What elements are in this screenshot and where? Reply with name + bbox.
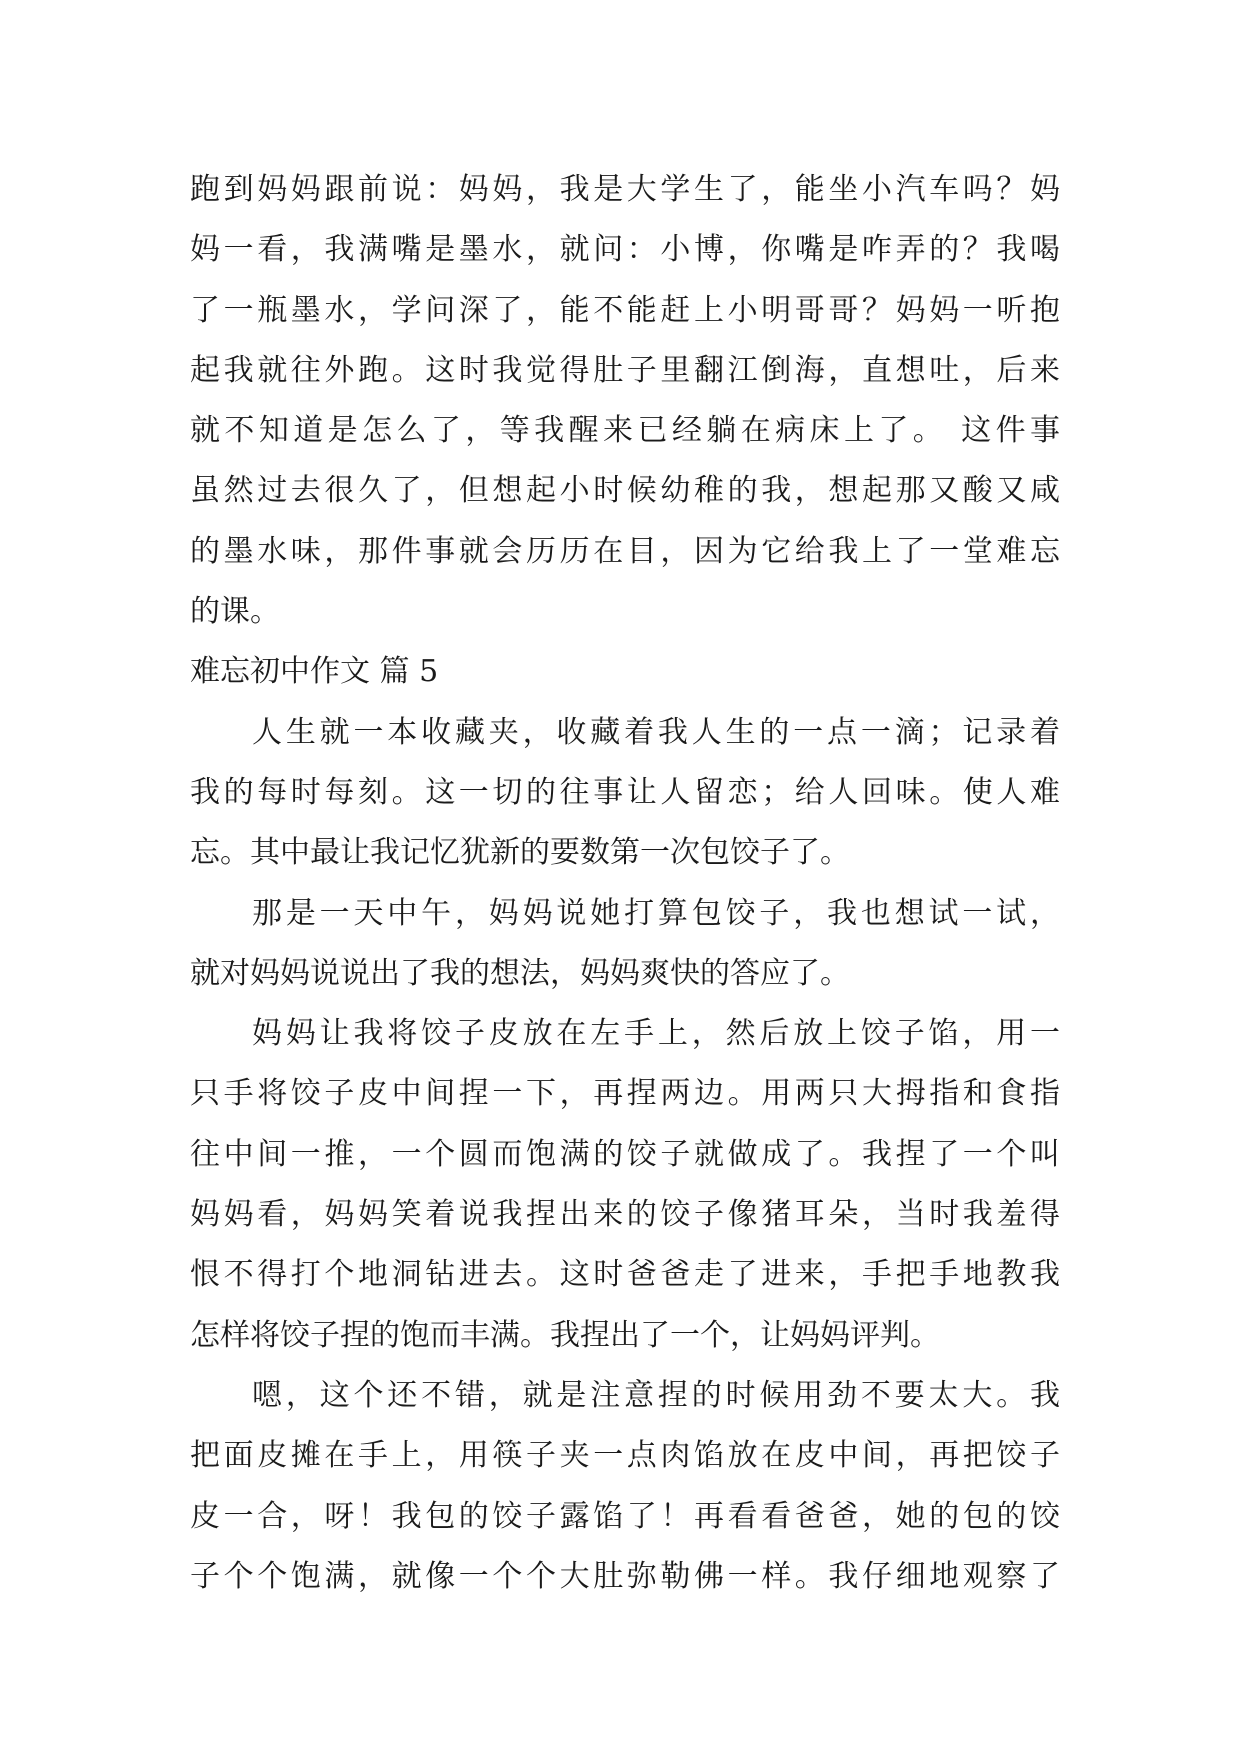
text-line: 把面皮摊在手上，用筷子夹一点肉馅放在皮中间，再把饺子	[190, 1438, 1060, 1474]
text-line: 恨不得打个地洞钻进去。这时爸爸走了进来，手把手地教我	[190, 1257, 1060, 1293]
text-line: 皮一合，呀！我包的饺子露馅了！再看看爸爸，她的包的饺	[190, 1498, 1060, 1534]
text-line: 虽然过去很久了，但想起小时候幼稚的我，想起那又酸又咸	[190, 473, 1060, 509]
text-line: 起我就往外跑。这时我觉得肚子里翻江倒海，直想吐，后来	[190, 352, 1060, 388]
text-line: 就不知道是怎么了，等我醒来已经躺在病床上了。 这件事	[190, 413, 1060, 449]
text-line: 怎样将饺子捏的饱而丰满。我捏出了一个，让妈妈评判。	[190, 1317, 940, 1353]
text-line: 的墨水味，那件事就会历历在目，因为它给我上了一堂难忘	[190, 533, 1060, 569]
text-line: 往中间一推，一个圆而饱满的饺子就做成了。我捏了一个叫	[190, 1136, 1060, 1172]
text-line: 妈妈让我将饺子皮放在左手上，然后放上饺子馅，用一	[252, 1016, 1060, 1052]
text-line: 的课。	[190, 594, 280, 630]
text-line: 妈妈看，妈妈笑着说我捏出来的饺子像猪耳朵，当时我羞得	[190, 1197, 1060, 1233]
text-line: 子个个饱满，就像一个个大肚弥勒佛一样。我仔细地观察了	[190, 1558, 1060, 1594]
document-body	[190, 160, 1060, 1607]
text-line: 嗯，这个还不错，就是注意捏的时候用劲不要太大。我	[252, 1377, 1060, 1413]
text-line: 只手将饺子皮中间捏一下，再捏两边。用两只大拇指和食指	[190, 1076, 1060, 1112]
text-line: 就对妈妈说说出了我的想法，妈妈爽快的答应了。	[190, 955, 850, 991]
section-heading: 难忘初中作文 篇 5	[190, 654, 439, 690]
text-line: 人生就一本收藏夹，收藏着我人生的一点一滴；记录着	[252, 714, 1060, 750]
text-line: 那是一天中午，妈妈说她打算包饺子，我也想试一试，	[252, 895, 1060, 931]
text-line: 妈一看，我满嘴是墨水，就问：小博，你嘴是咋弄的？我喝	[190, 232, 1060, 268]
text-line: 跑到妈妈跟前说：妈妈，我是大学生了，能坐小汽车吗？妈	[190, 172, 1060, 207]
text-line: 忘。其中最让我记忆犹新的要数第一次包饺子了。	[190, 835, 850, 871]
text-line: 我的每时每刻。这一切的往事让人留恋；给人回味。使人难	[190, 774, 1060, 810]
text-line: 了一瓶墨水，学问深了，能不能赶上小明哥哥？妈妈一听抱	[190, 292, 1060, 328]
